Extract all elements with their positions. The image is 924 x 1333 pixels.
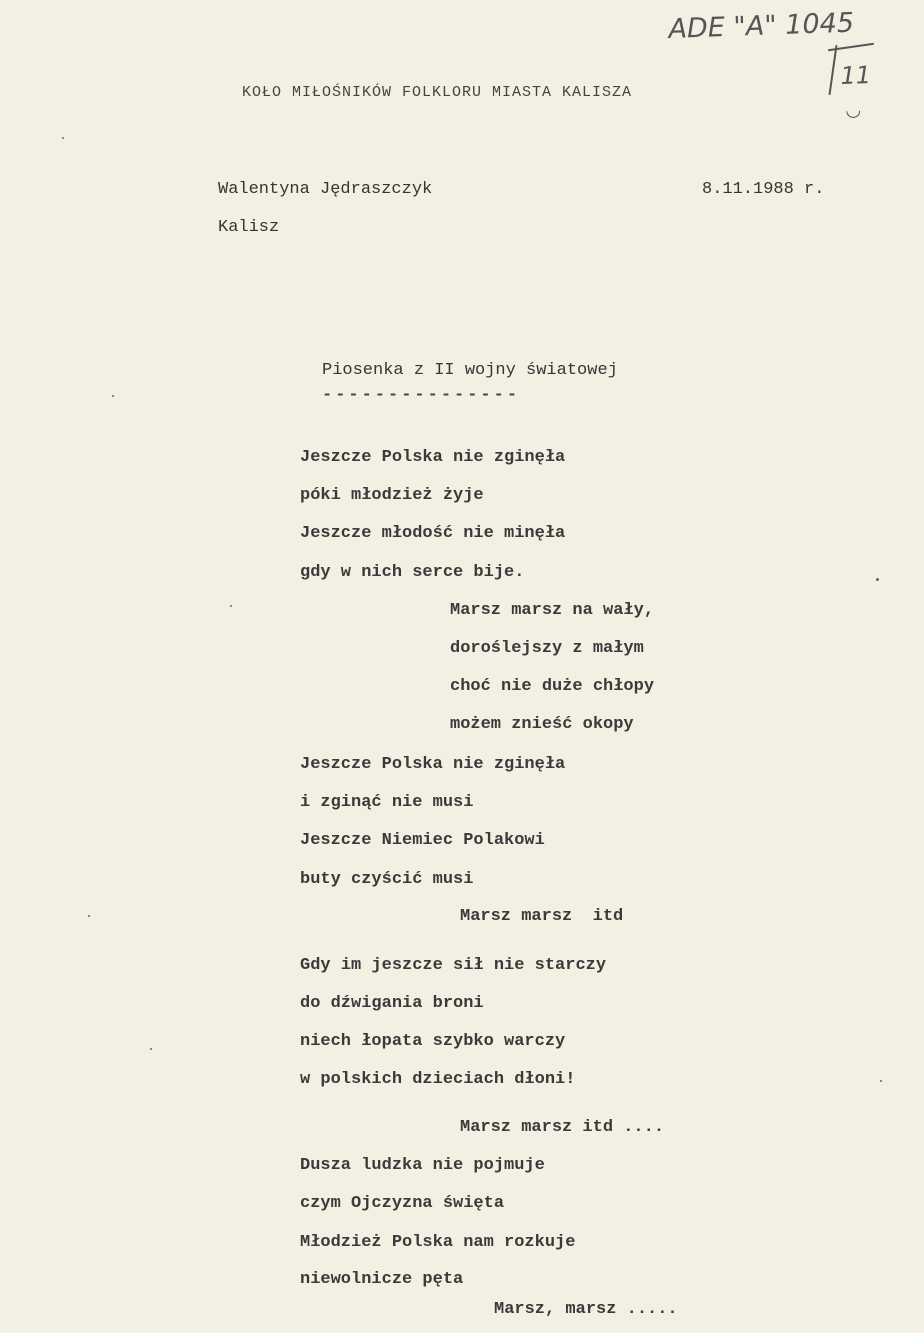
song-line: Jeszcze Niemiec Polakowi bbox=[300, 831, 545, 850]
refrain-line: choć nie duże chłopy bbox=[450, 677, 655, 696]
title-underline: --------------- bbox=[322, 386, 521, 405]
paper-speck bbox=[112, 395, 114, 397]
song-line: do dźwigania broni bbox=[300, 994, 484, 1013]
song-line: Jeszcze Polska nie zginęła bbox=[300, 755, 566, 774]
refrain-line: doroślejszy z małym bbox=[450, 639, 644, 658]
paper-speck bbox=[62, 137, 64, 139]
refrain-line: możem znieść okopy bbox=[450, 715, 634, 734]
signature-slash bbox=[829, 45, 838, 95]
song-line: niewolnicze pęta bbox=[300, 1270, 464, 1289]
archive-signature-suffix: 11 bbox=[840, 60, 872, 90]
author-name: Walentyna Jędraszczyk bbox=[218, 180, 433, 199]
author-city: Kalisz bbox=[218, 218, 280, 237]
song-line: Dusza ludzka nie pojmuje bbox=[300, 1156, 545, 1175]
song-line: Młodzież Polska nam rozkuje bbox=[300, 1233, 576, 1252]
paper-speck bbox=[876, 578, 879, 581]
song-line: buty czyścić musi bbox=[300, 870, 474, 889]
song-line: Gdy im jeszcze sił nie starczy bbox=[300, 956, 607, 975]
organization-header: KOŁO MIŁOŚNIKÓW FOLKLORU MIASTA KALISZA bbox=[242, 84, 633, 101]
song-line: póki młodzież żyje bbox=[300, 486, 484, 505]
paper-speck bbox=[88, 915, 90, 917]
song-line: czym Ojczyzna święta bbox=[300, 1194, 505, 1213]
song-line: gdy w nich serce bije. bbox=[300, 563, 525, 582]
document-date: 8.11.1988 r. bbox=[702, 180, 825, 199]
song-line: i zginąć nie musi bbox=[300, 793, 474, 812]
refrain-line: Marsz marsz itd bbox=[460, 907, 624, 926]
song-line: Jeszcze młodość nie minęła bbox=[300, 524, 566, 543]
paper-speck bbox=[230, 605, 232, 607]
refrain-line: Marsz, marsz ..... bbox=[494, 1300, 678, 1319]
song-line: Jeszcze Polska nie zginęła bbox=[300, 448, 566, 467]
archive-signature: ADE "A" 1045 bbox=[668, 7, 855, 45]
signature-mark: ◡ bbox=[846, 99, 861, 121]
song-line: niech łopata szybko warczy bbox=[300, 1032, 566, 1051]
refrain-line: Marsz marsz na wały, bbox=[450, 601, 655, 620]
song-title: Piosenka z II wojny światowej bbox=[322, 361, 618, 380]
refrain-line: Marsz marsz itd .... bbox=[460, 1118, 665, 1137]
paper-speck bbox=[150, 1048, 152, 1050]
paper-speck bbox=[880, 1080, 882, 1082]
song-line: w polskich dzieciach dłoni! bbox=[300, 1070, 576, 1089]
